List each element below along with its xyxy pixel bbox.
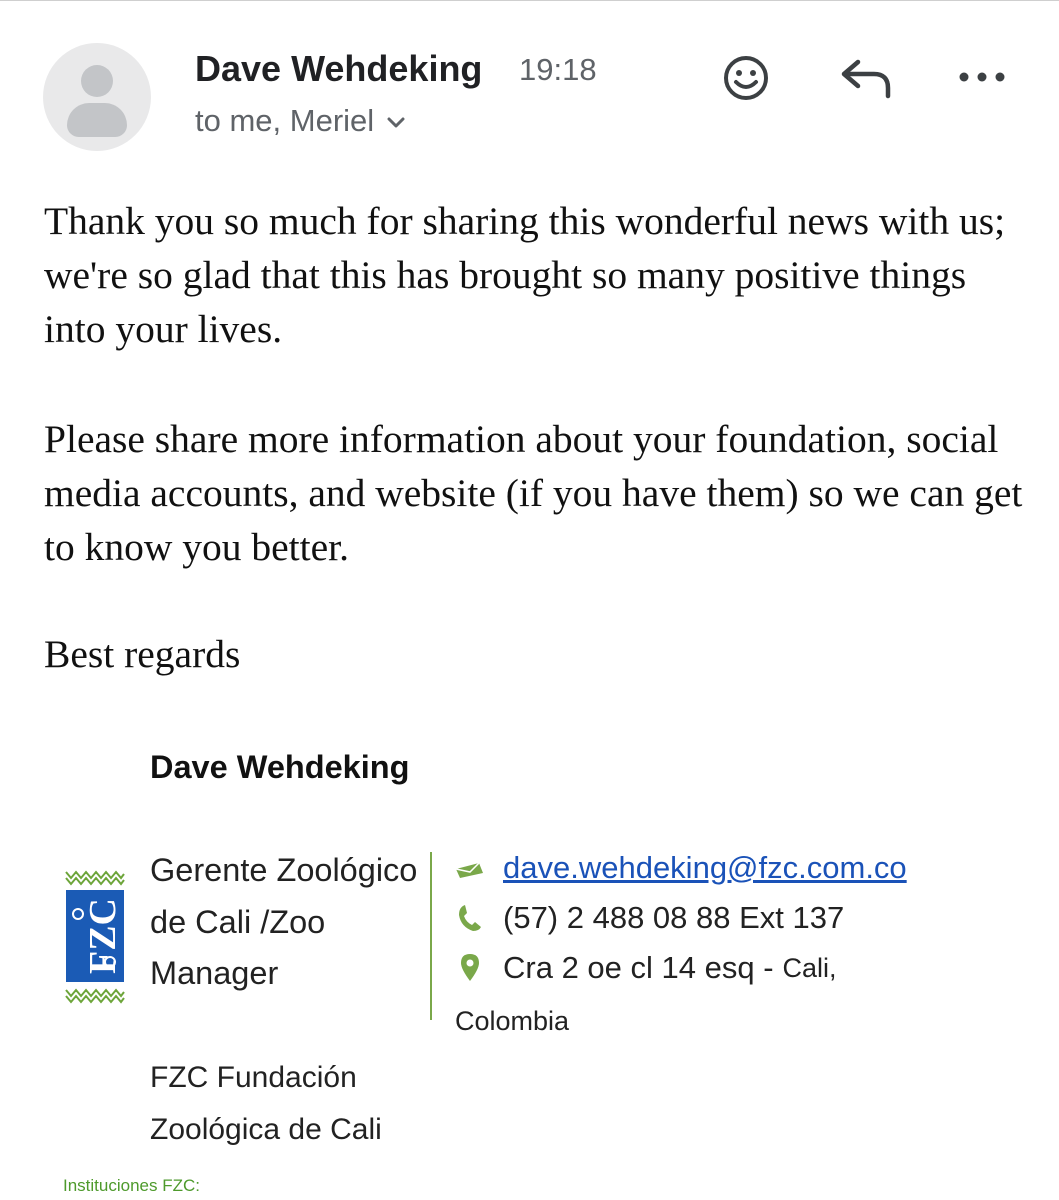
- recipients-label: to me, Meriel: [195, 103, 375, 138]
- contact-email-row: [455, 850, 907, 886]
- signature-organization: FZC Fundación Zoológica de Cali: [150, 1061, 382, 1146]
- smiley-icon[interactable]: [722, 54, 770, 102]
- logo-letters: FZC: [82, 898, 124, 974]
- signature-title: Gerente Zoológico de Cali /Zoo Manager: [150, 852, 418, 991]
- contact-address-row: [455, 950, 837, 986]
- person-icon-head: [81, 65, 113, 97]
- signature-address-street: Cra 2 oe cl 14 esq -: [503, 950, 774, 985]
- more-horizontal-icon[interactable]: [958, 70, 1006, 84]
- signature-email-link[interactable]: dave.wehdeking@fzc.com.co: [503, 850, 907, 885]
- contact-phone-row: [455, 900, 844, 936]
- chevron-down-icon: [386, 116, 406, 130]
- recipients-toggle[interactable]: [195, 103, 406, 139]
- contact-address-country-row: [455, 1006, 569, 1037]
- person-icon-body: [67, 103, 127, 137]
- signature-divider: [430, 852, 432, 1020]
- sender-avatar[interactable]: [43, 43, 151, 151]
- signature-phone[interactable]: (57) 2 488 08 88 Ext 137: [503, 900, 845, 935]
- top-divider: [0, 0, 1059, 1]
- message-paragraph-1: Thank you so much for sharing this wonderful news with us; we're so glad that this has brought so many positive things into your lives.: [44, 199, 1006, 351]
- signature-address-city: Cali,: [782, 952, 837, 983]
- signature-name: Dave Wehdeking: [150, 749, 410, 785]
- envelope-icon: [455, 853, 485, 883]
- fzc-logo: [64, 864, 126, 1010]
- sent-time: 19:18: [519, 52, 597, 87]
- reply-icon[interactable]: [838, 56, 894, 100]
- phone-icon: [455, 903, 485, 933]
- message-closing: Best regards: [44, 632, 241, 676]
- location-pin-icon: [455, 953, 485, 983]
- institutions-label: Instituciones FZC:: [63, 1176, 200, 1195]
- sender-name[interactable]: Dave Wehdeking: [195, 48, 483, 89]
- signature-address-country: Colombia: [455, 1006, 570, 1036]
- message-paragraph-2: Please share more information about your foundation, social media accounts, and website (if you have them) so we can get to know you better.: [44, 417, 1023, 569]
